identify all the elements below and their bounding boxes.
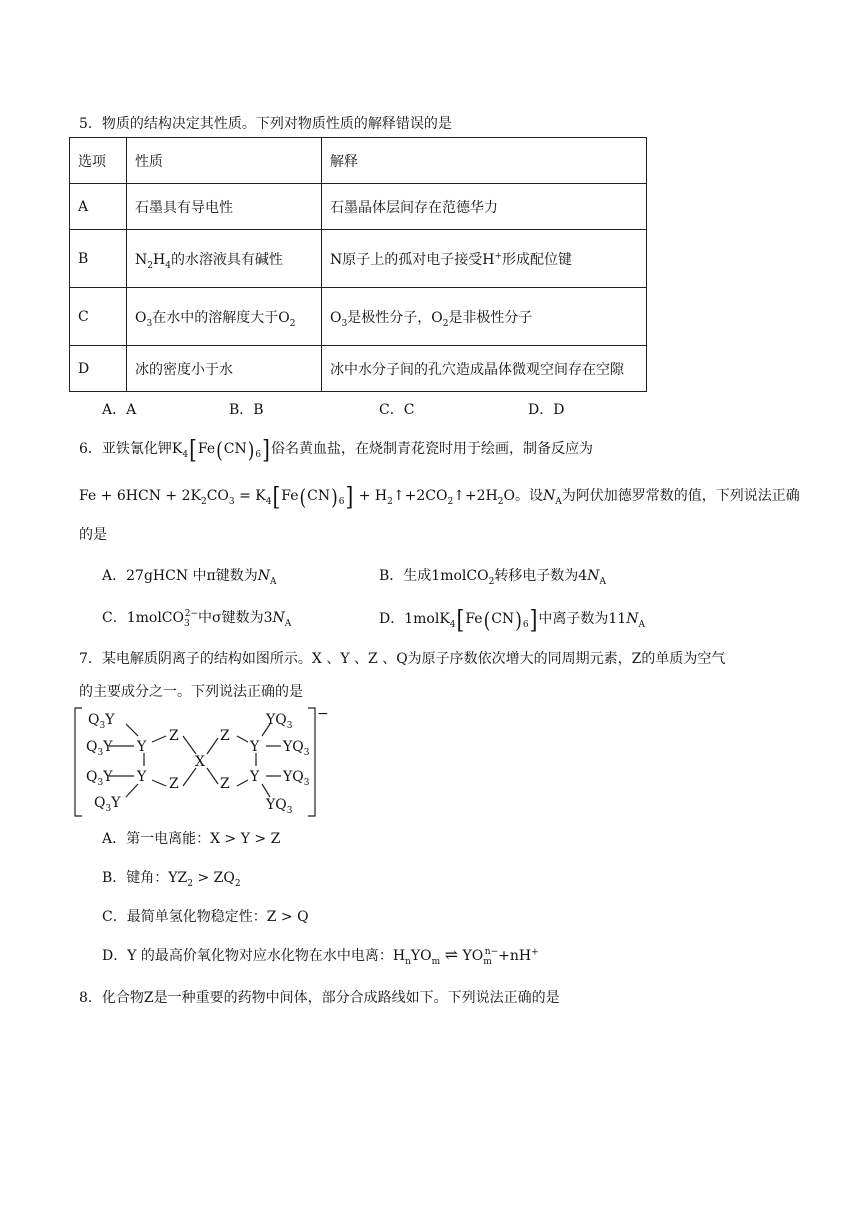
explanation-text: 是极性分子，O (347, 309, 443, 326)
svg-text:Q3Y: $Q_3Y$ (86, 769, 113, 788)
table-row (70, 184, 647, 230)
q5-stem: 5．物质的结构决定其性质。下列对物质性质的解释错误的是 (79, 116, 452, 132)
table-header-row (70, 138, 647, 184)
svg-text:Z: Z (220, 728, 230, 744)
q6-option-b: B．生成1molCO$_2$转移电子数为$4N_A$ (379, 568, 606, 587)
row-property (127, 288, 322, 346)
q6-line3: 的是 (79, 527, 107, 543)
q6-stem: 6．亚铁氰化钾$K_4[Fe(CN)_6]$俗名黄血盐，在烧制青花瓷时用于绘画，制备反应为 (79, 434, 593, 464)
option-text: 1molK (404, 611, 450, 627)
row-property: 冰的密度小于水 (127, 346, 322, 392)
q7-stem-line1: 7．某电解质阴离子的结构如图所示。X 、Y 、Z 、Q为原子序数依次增大的同周期元素，Z的单质为空气 (79, 651, 726, 667)
svg-text:Y: Y (137, 769, 147, 785)
q7-option-a: A．第一电离能：X > Y > Z (102, 831, 281, 847)
q8-stem: 8．化合物Z是一种重要的药物中间体，部分合成路线如下。下列说法正确的是 (79, 990, 560, 1006)
row-explanation: 冰中水分子间的孔穴造成晶体微观空间存在空隙 (322, 346, 647, 392)
equilibrium-arrow-icon: ⇌ (444, 945, 459, 964)
q7-stem-line2: 的主要成分之一。下列说法正确的是 (79, 684, 303, 700)
q7-option-b: B．键角：$YZ_2 > ZQ_2$ (102, 870, 241, 889)
q5-choice-c: C．C (379, 402, 415, 418)
row-explanation (322, 230, 647, 288)
row-property (127, 230, 322, 288)
q7-option-d: D．Y 的最高价氧化物对应水化物在水中电离：$H_nYO_m$ ⇌ $YO_m^{n-}+nH^+$ (102, 945, 539, 967)
option-label: B．生成 (379, 568, 432, 584)
svg-text:YQ3: $YQ_3$ (283, 769, 310, 788)
formula-text: O (330, 309, 342, 326)
explanation-text: N原子上的孤对电子接受 (330, 251, 483, 268)
option-text: 27gHCN 中π键数为 (126, 568, 258, 584)
equation-tail: 。设 (514, 488, 543, 504)
stem-text: 俗名黄血盐，在烧制青花瓷时用于绘画，制备反应为 (270, 441, 593, 457)
row-option: C (70, 288, 127, 346)
stem-text: 为阿伏加德罗常数的值，下列说法正确 (561, 488, 800, 504)
table-row (70, 230, 647, 288)
option-text: D．Y 的最高价氧化物对应水化物在水中电离：H (102, 948, 406, 964)
header-explanation: 解释 (322, 138, 647, 184)
option-text: 1molCO (431, 568, 489, 584)
property-text: 在水中的溶解度大于O (152, 309, 290, 326)
formula-text: YO (410, 948, 432, 964)
option-text: > ZQ (193, 870, 235, 886)
svg-text:YQ3: $YQ_3$ (266, 797, 293, 816)
formula-text: N (135, 251, 148, 268)
option-text: 中σ键数为3 (198, 610, 273, 626)
property-text: 的水溶液具有碱性 (170, 251, 283, 268)
q5-choice-a: A．A (102, 402, 137, 418)
svg-text:Y: Y (250, 769, 260, 785)
svg-text:Z: Z (169, 728, 179, 744)
formula-text: O (135, 309, 147, 326)
formula-text: +nH (498, 948, 532, 964)
anion-charge: − (317, 706, 329, 722)
option-text: 转移电子数为4 (494, 568, 588, 584)
row-option: D (70, 346, 127, 392)
option-text: 1molCO (126, 610, 184, 626)
row-property: 石墨具有导电性 (127, 184, 322, 230)
q6-option-a: A．27gHCN 中π键数为$N_A$ (102, 568, 277, 587)
subscript: 2 (289, 318, 296, 329)
q6-option-c: C．1molCO$_3^{2-}$中σ键数为$3N_A$ (102, 609, 292, 629)
table-row (70, 288, 647, 346)
option-text: 中离子数为11 (538, 611, 627, 627)
anion-structure-diagram (70, 704, 340, 820)
svg-text:Z: Z (220, 776, 230, 792)
subscript: 4 (165, 260, 171, 271)
q5-choice-d: D．D (528, 402, 565, 418)
svg-text:YQ3: $YQ_3$ (266, 712, 293, 731)
option-label: A． (102, 568, 127, 584)
table-row (70, 346, 647, 392)
header-property: 性质 (127, 138, 322, 184)
subscript: 3 (146, 318, 153, 329)
svg-text:Q3Y: $Q_3Y$ (86, 739, 113, 758)
svg-text:Q3Y: $Q_3Y$ (88, 712, 115, 731)
svg-text:YQ3: $YQ_3$ (283, 739, 310, 758)
row-explanation (322, 288, 647, 346)
subscript: 2 (442, 318, 449, 329)
stem-text: 6．亚铁氰化钾K (79, 441, 183, 457)
formula-text: H (482, 251, 495, 268)
svg-text:Q3Y: $Q_3Y$ (94, 795, 121, 814)
formula-text: H (152, 251, 166, 268)
explanation-text: 是非极性分子 (448, 309, 533, 326)
header-option: 选项 (70, 138, 127, 184)
q7-option-c: C．最简单氢化物稳定性：Z > Q (102, 909, 309, 925)
row-option: A (70, 184, 127, 230)
row-explanation: 石墨晶体层间存在范德华力 (322, 184, 647, 230)
subscript: 2 (147, 260, 153, 271)
svg-text:X: X (195, 754, 205, 770)
svg-text:Z: Z (169, 776, 179, 792)
explanation-text: 形成配位键 (502, 251, 573, 268)
option-text: B．键角：YZ (102, 870, 188, 886)
subscript: 3 (341, 318, 348, 329)
q6-option-d: D．$1molK_4[Fe(CN)_6]$中离子数为$11N_A$ (379, 604, 645, 634)
option-label: C． (102, 610, 127, 626)
q5-choice-b: B．B (229, 402, 264, 418)
q6-equation: $Fe + 6HCN + 2K_2CO_3 = K_4[Fe(CN)_6]$ + $H_2↑+2CO_2↑+2H_2O$。设$N_A$为阿伏加德罗常数的值，下列说法正确 (79, 481, 800, 511)
superscript: + (494, 250, 503, 261)
svg-text:Y: Y (250, 739, 260, 755)
q5-table (69, 137, 647, 392)
option-label: D． (379, 611, 405, 627)
row-option: B (70, 230, 127, 288)
svg-text:Y: Y (137, 739, 147, 755)
